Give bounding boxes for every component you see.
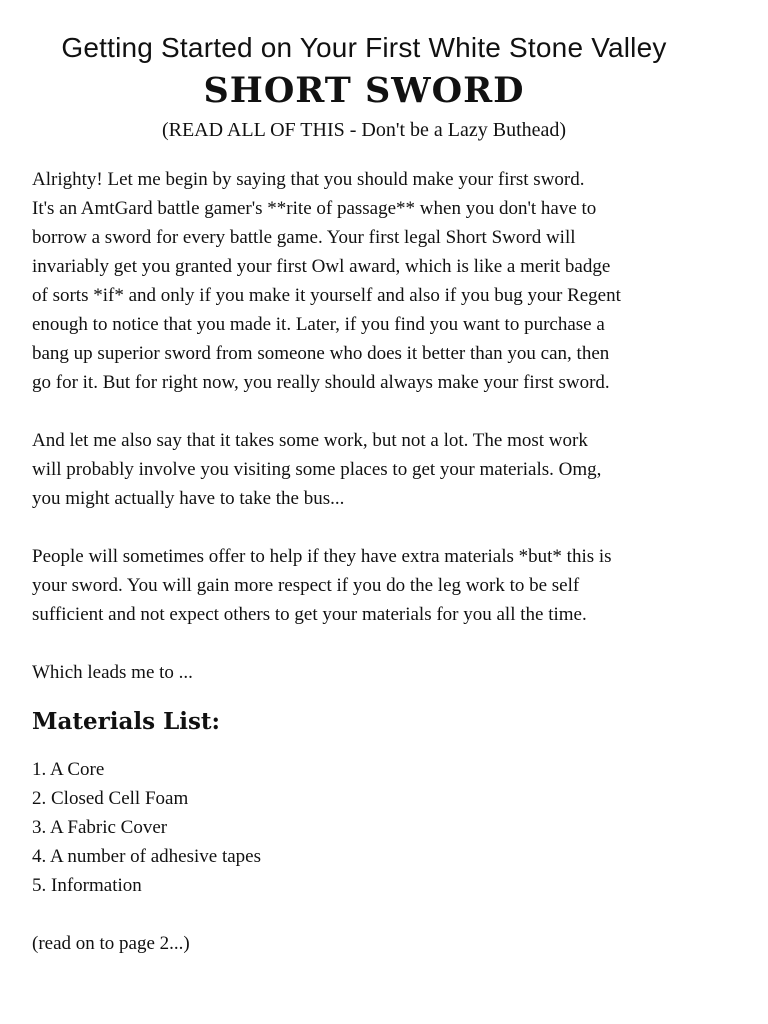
materials-list-item: 4. A number of adhesive tapes xyxy=(32,846,262,867)
page-continuation-note: (read on to page 2...) xyxy=(32,933,190,954)
transition-paragraph: Which leads me to ... xyxy=(32,662,193,683)
document-title: SHORT SWORD xyxy=(203,70,525,111)
materials-heading: Materials List: xyxy=(32,708,221,735)
materials-list-item: 1. A Core xyxy=(32,759,105,780)
materials-list-item: 2. Closed Cell Foam xyxy=(32,788,189,809)
help-paragraph: People will sometimes offer to help if they have extra materials *but* this is your sword. You will gain more respect if you do the leg work to be self sufficient and not expect others to get your materials for you all the time. xyxy=(32,546,612,625)
materials-list xyxy=(32,755,747,900)
work-paragraph: And let me also say that it takes some work, but not a lot. The most work will probably involve you visiting some places to get your materials. Omg, you might actually have to take the bus... xyxy=(32,430,602,509)
paragraph-spacer xyxy=(32,513,747,542)
materials-list-item: 5. Information xyxy=(32,875,142,896)
paragraph-spacer xyxy=(32,629,747,658)
document-subtitle: (READ ALL OF THIS - Don't be a Lazy Buthead) xyxy=(161,119,567,141)
document-content xyxy=(32,165,747,958)
intro-paragraph: Alrighty! Let me begin by saying that you should make your first sword. It's an AmtGard battle gamer's **rite of passage** when you don't have to borrow a sword for every battle game. Your first legal Short Sword will invariably get you granted your first Owl award, which is like a merit badge of sorts *if* and only if you make it yourself and also if you bug your Regent enough to notice that you made it. Later, if you find you want to purchase a bang up superior sword from someone who does it better than you can, then go for it. But for right now, you really should always make your first sword. xyxy=(32,169,621,393)
paragraph-spacer xyxy=(32,397,747,426)
document-kicker: Getting Started on Your First White Stone Valley xyxy=(61,32,667,63)
materials-list-item: 3. A Fabric Cover xyxy=(32,817,168,838)
